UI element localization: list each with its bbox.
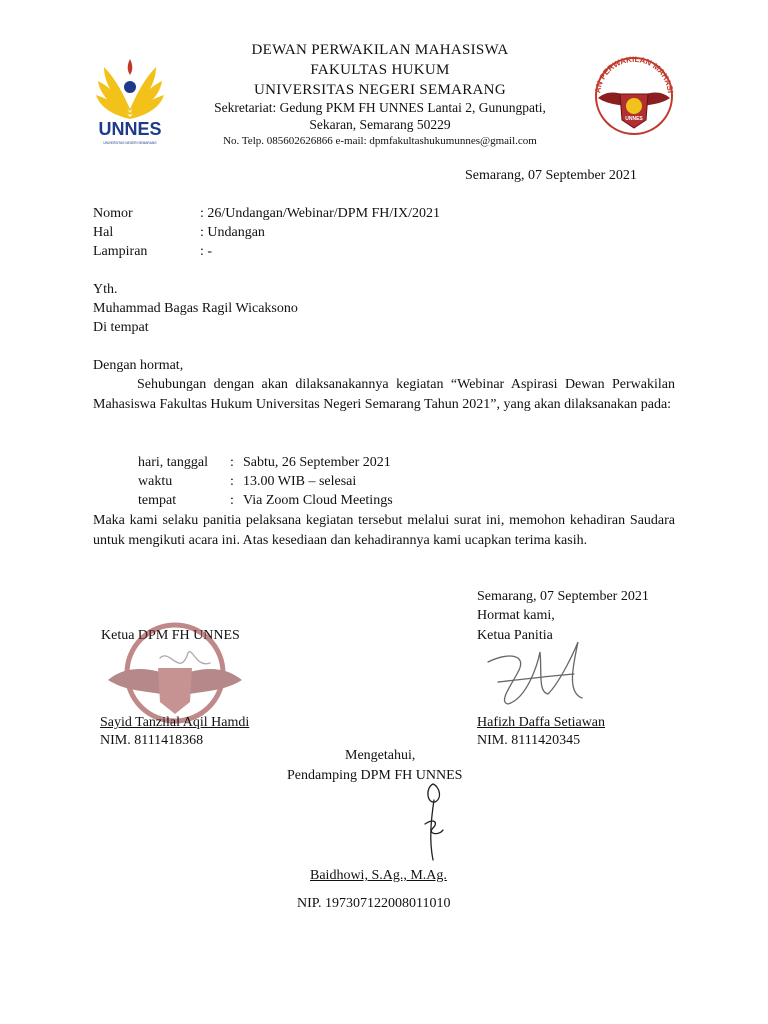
unnes-logo [90, 55, 170, 150]
letterhead-address1: Sekretariat: Gedung PKM FH UNNES Lantai 2, Gunungpati, [214, 100, 546, 115]
center-signer-name: Baidhowi, S.Ag., M.Ag. [310, 868, 447, 883]
detail-label-time: waktu [138, 474, 173, 489]
stamp-seal [100, 618, 250, 728]
recipient-name: Muhammad Bagas Ragil Wicaksono [93, 301, 298, 316]
dpm-logo-text: AN PERWAKILAN MAHASI [593, 54, 675, 94]
center-signer-title: Pendamping DPM FH UNNES [287, 768, 463, 783]
dpm-logo [588, 48, 680, 140]
left-signer-title: Ketua DPM FH UNNES [101, 628, 240, 643]
letterhead-contact: No. Telp. 085602626866 e-mail: dpmfakultashukumunnes@gmail.com [223, 135, 537, 147]
meta-value-nomor: : 26/Undangan/Webinar/DPM FH/IX/2021 [200, 206, 440, 221]
paragraph-2: Maka kami selaku panitia pelaksana kegiatan tersebut melalui surat ini, memohon kehadiran Saudara untuk mengikuti acara ini. Atas kesediaan dan kehadirannya kami ucapkan terima kasih. [93, 513, 675, 548]
left-signer-name: Sayid Tanzilal Aqil Hamdi [100, 715, 250, 730]
paragraph-1: Sehubungan dengan akan dilaksanakannya kegiatan “Webinar Aspirasi Dewan Perwakilan Mahasiswa Fakultas Hukum Universitas Negeri Semarang Tahun 2021”, yang akan dilaksanakan pada: [93, 377, 675, 412]
letterhead-line1: DEWAN PERWAKILAN MAHASISWA [251, 42, 509, 58]
meta-value-hal: : Undangan [200, 225, 265, 240]
acknowledged-label: Mengetahui, [345, 748, 416, 763]
letterhead-line2: FAKULTAS HUKUM [310, 62, 450, 78]
center-signer-nip: NIP. 197307122008011010 [297, 896, 451, 911]
meta-label-hal: Hal [93, 225, 114, 240]
right-signature [478, 632, 588, 712]
sign-closing: Hormat kami, [477, 608, 555, 623]
greeting: Dengan hormat, [93, 358, 184, 373]
unnes-logo-text: UNNES [98, 119, 162, 139]
detail-value-place: Via Zoom Cloud Meetings [243, 493, 393, 508]
left-signer-nim: NIM. 8111418368 [100, 733, 204, 748]
detail-label-date: hari, tanggal [138, 455, 208, 470]
detail-sep-date: : [230, 455, 234, 470]
letterhead-address2: Sekaran, Semarang 50229 [309, 117, 451, 132]
detail-sep-time: : [230, 474, 234, 489]
sign-date: Semarang, 07 September 2021 [477, 589, 649, 604]
center-signature [405, 780, 465, 865]
meta-label-lampiran: Lampiran [93, 244, 148, 259]
unnes-logo-subtext: UNIVERSITAS NEGERI SEMARANG [103, 141, 157, 145]
right-signer-nim: NIM. 8111420345 [477, 733, 581, 748]
letter-date: Semarang, 07 September 2021 [465, 168, 637, 183]
meta-value-lampiran: : - [200, 244, 213, 259]
letterhead-line3: UNIVERSITAS NEGERI SEMARANG [254, 82, 506, 98]
recipient-salutation: Yth. [93, 282, 118, 297]
right-signer-name: Hafizh Daffa Setiawan [477, 715, 606, 730]
detail-value-date: Sabtu, 26 September 2021 [243, 455, 391, 470]
detail-value-time: 13.00 WIB – selesai [243, 474, 357, 489]
dpm-logo-center: UNNES [625, 116, 643, 122]
detail-sep-place: : [230, 493, 234, 508]
detail-label-place: tempat [138, 493, 177, 508]
recipient-place: Di tempat [93, 320, 149, 335]
right-signer-title: Ketua Panitia [477, 628, 553, 643]
meta-label-nomor: Nomor [93, 206, 133, 221]
